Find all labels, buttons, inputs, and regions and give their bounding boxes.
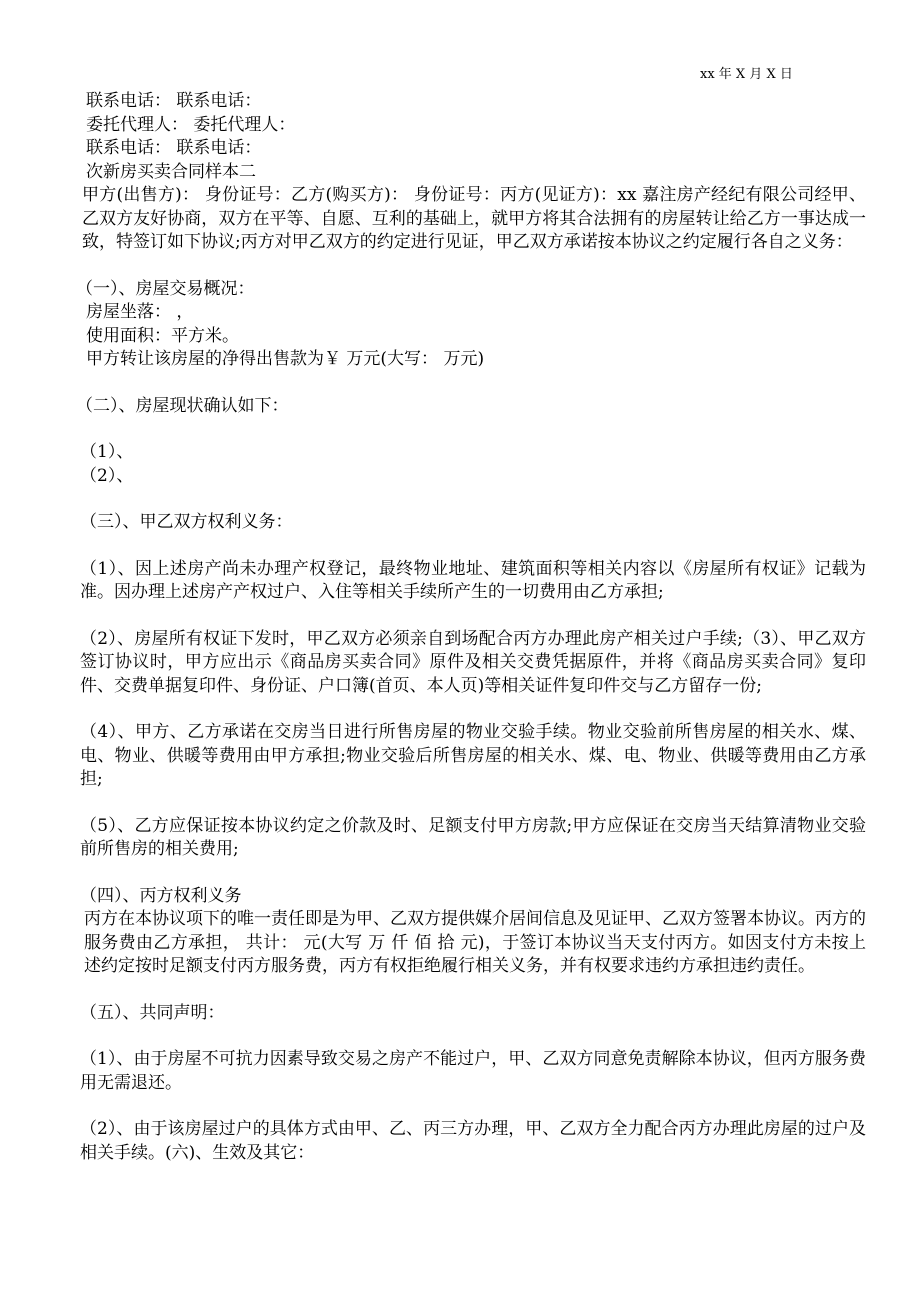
section-5-paragraph: （1）、由于房屋不可抗力因素导致交易之房产不能过户，甲、乙双方同意免责解除本协议，但丙方服务费用无需退还。 xyxy=(80,1049,866,1093)
section-1-line: 甲方转让该房屋的净得出售款为￥ 万元(大写： 万元) xyxy=(86,349,485,369)
section-1-line: 使用面积：平方米。 xyxy=(86,325,239,346)
intro-paragraph: 甲方(出售方)： 身份证号：乙方(购买方)： 身份证号：丙方(见证方)：xx 嘉注房产经纪有限公司经甲、乙双方友好协商，双方在平等、自愿、互利的基础上，就甲方将其合法拥有的房屋转让给乙方一事达成一致，特签订如下协议;丙方对甲乙双方的约定进行见证，甲乙双方承诺按本协议之约定履行各自之义务： xyxy=(82,185,866,252)
document-title: 次新房买卖合同样本二 xyxy=(86,161,256,182)
contact-line-2: 委托代理人： 委托代理人： xyxy=(86,114,296,135)
section-2-line: （1）、 xyxy=(80,442,134,462)
contact-line-1: 联系电话： 联系电话： xyxy=(86,91,262,111)
section-3-paragraph: （4）、甲方、乙方承诺在交房当日进行所售房屋的物业交验手续。物业交验前所售房屋的相关水、煤、电、物业、供暖等费用由甲方承担;物业交验后所售房屋的相关水、煤、电、物业、供暖等费用由乙方承担; xyxy=(80,722,866,789)
section-3-paragraph: （2）、房屋所有权证下发时，甲乙双方必须亲自到场配合丙方办理此房产相关过户手续;（3）、甲乙双方签订协议时，甲方应出示《商品房买卖合同》原件及相关交费凭据原件，并将《商品房买卖合同》复印件、交费单据复印件、身份证、户口簿(首页、本人页)等相关证件复印件交与乙方留存一份; xyxy=(80,628,866,696)
section-1-heading: （一）、房屋交易概况： xyxy=(76,278,255,299)
section-3-paragraph: （1）、因上述房产尚未办理产权登记，最终物业地址、建筑面积等相关内容以《房屋所有权证》记载为准。因办理上述房产产权过户、入住等相关手续所产生的一切费用由乙方承担; xyxy=(80,558,866,602)
section-3-heading: （三）、甲乙双方权利义务： xyxy=(80,512,293,532)
section-5-paragraph: （2）、由于该房屋过户的具体方式由甲、乙、丙三方办理，甲、乙双方全力配合丙方办理此房屋的过户及相关手续。(六)、生效及其它： xyxy=(80,1119,866,1163)
section-1-line: 房屋坐落： ， xyxy=(86,302,194,322)
section-4-heading: （四）、丙方权利义务 xyxy=(80,885,242,906)
section-5-heading: （五）、共同声明： xyxy=(80,1002,225,1023)
section-2-line: （2）、 xyxy=(80,465,134,486)
document-body xyxy=(76,90,866,1165)
section-2-heading: （二）、房屋现状确认如下： xyxy=(76,395,289,416)
header-date: xx 年 X 月 X 日 xyxy=(700,67,793,82)
section-3-paragraph: （5）、乙方应保证按本协议约定之价款及时、足额支付甲方房款;甲方应保证在交房当天结算清物业交验前所售房的相关费用; xyxy=(80,815,866,859)
section-4-paragraph: 丙方在本协议项下的唯一责任即是为甲、乙双方提供媒介居间信息及见证甲、乙双方签署本协议。丙方的服务费由乙方承担， 共计： 元(大写 万 仟 佰 拾 元)，于签订本协议当天支付丙方。如因支付方未按上述约定按时足额支付丙方服务费，丙方有权拒绝履行相关义务，并有权要求违约方承担违约责任。 xyxy=(84,909,866,976)
contact-line-3: 联系电话： 联系电话： xyxy=(86,138,262,158)
